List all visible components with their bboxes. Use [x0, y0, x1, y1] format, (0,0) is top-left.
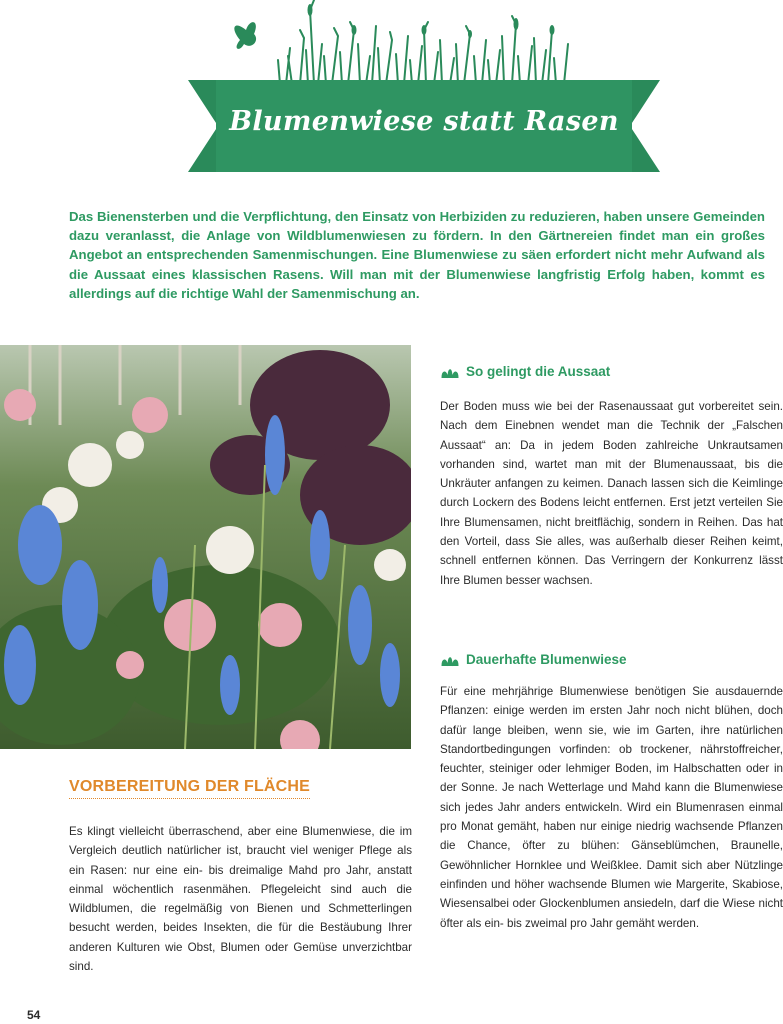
butterfly-icon: [234, 22, 256, 49]
section-text-aussaat: Der Boden muss wie bei der Rasenaussaat gut vorbereitet sein. Nach dem Einebnen wendet man die Technik der „Falschen Aussaat“ an: Da in jedem Boden zahlreiche Unkrautsamen vorhanden sind, wartet man mit der Blumenaussaat, bis die Unkräuter anfangen zu keimen. Danach lassen sich die Keimlinge durch Lockern des Bodens leicht entfernen. Erst jetzt verteilen Sie Ihre Blumensamen, nicht breitflächig, sondern in Reihen. Das hat den Vorteil, dass Sie alles, was außerhalb dieser Reihen keimt, schnell entfernen können. Das Verringern der Konkurrenz lässt Ihre Blumen besser wachsen.: [440, 400, 783, 587]
sprout-icon: [440, 653, 460, 667]
grass-icon: [278, 0, 568, 84]
section-text-vorbereitung: Es klingt vielleicht überraschend, aber eine Blumenwiese, die im Vergleich deutlich natürlicher ist, braucht viel weniger Pflege als ein Rasen: nur eine ein- bis dreimalige Mahd pro Jahr, anstatt einmal wöchentlich rasenmähen. Pflegeleicht sind auch die Wildblumen, die regelmäßig von Bienen und Schmetterlingen besucht werden, beides Insekten, die für die Bestäubung Ihrer anderen Kulturen wie Obst, Blumen oder Gemüse unverzichtbar sind.: [69, 825, 412, 974]
meadow-illustration: [230, 0, 590, 84]
section-text-dauerhaft: Für eine mehrjährige Blumenwiese benötigen Sie ausdauernde Pflanzen: einige werden im ersten Jahr noch nicht blühen, doch dafür lange bleiben, wenn sie, wie im Garten, ihre natürlichen Standortbedingungen vorfinden: ob trockener, nährstoffreicher, feuchter, steiniger oder lehmiger Boden, im Halbschatten oder in der Sonne. Je nach Wetterlage und Mahd kann die Blumenwiese sich jedes Jahr anders entwickeln. Wird ein Blumenrasen einmal pro Monat gemäht, haben nur einige niedrig wachsende Pflanzen die Chance, öfter zu blühen: Gänseblümchen, Braunelle, Gewöhnlicher Hornklee und Weißklee. Damit sich aber Nützlinge einfinden und höher wachsende Blumen wie Margerite, Skabiose, Wiesensalbei oder Glockenblumen ansiedeln, darf die Wiese nicht öfter als ein- bis zweimal pro Jahr gemäht werden.: [440, 685, 783, 930]
section-heading-aussaat-label: So gelingt die Aussaat: [466, 364, 611, 379]
flower-meadow-photo: [0, 345, 411, 749]
section-heading-aussaat: [440, 364, 610, 379]
section-heading-dauerhaft-label: Dauerhafte Blumenwiese: [466, 652, 627, 667]
intro-paragraph: Das Bienensterben und die Verpflichtung, den Einsatz von Herbiziden zu reduzieren, haben unsere Gemeinden dazu veranlasst, die Anlage von Wildblumenwiesen zu fördern. In den Gärtnereien findet man ein großes Angebot an entsprechenden Samenmischungen. Eine Blumenwiese zu säen erfordert nicht mehr Aufwand als die Aussaat eines klassischen Rasens. Will man mit der Blumenwiese langfristig Erfolg haben, kommt es allerdings auf die richtige Wahl der Samenmischung an.: [69, 209, 765, 301]
page-number: 54: [27, 1008, 41, 1022]
sprout-icon: [440, 365, 460, 379]
page-title: Blumenwiese statt Rasen: [229, 106, 619, 137]
section-heading-dauerhaft: [440, 652, 627, 667]
section-heading-vorbereitung: VORBEREITUNG DER FLÄCHE: [69, 778, 310, 799]
